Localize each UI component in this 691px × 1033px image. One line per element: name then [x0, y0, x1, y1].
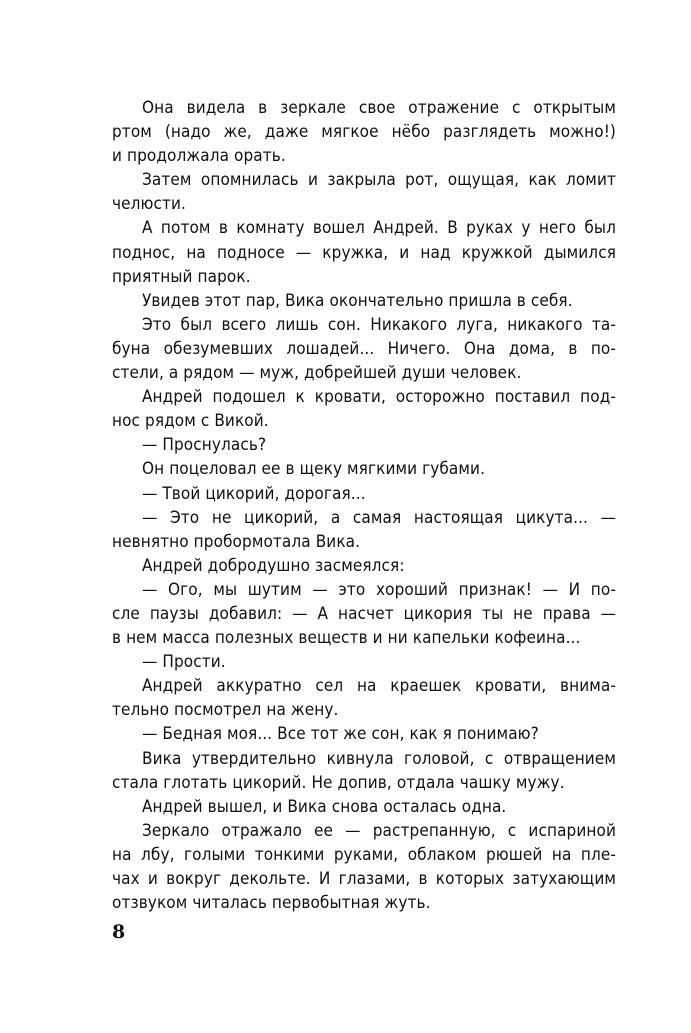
text-line: стели, а рядом — муж, добрейшей души человек.	[112, 363, 522, 384]
text-line: — Это не цикорий, а самая настоящая цикута... —	[142, 507, 616, 528]
text-line: — Твой цикорий, дорогая...	[142, 483, 366, 504]
text-line: — Прости.	[142, 652, 226, 673]
text-line: поднос, на подносе — кружка, и над кружкой дымился	[112, 242, 616, 263]
text-line: чах и вокруг декольте. И глазами, в которых затухающим	[112, 869, 616, 889]
text-line: Андрей подошел к кровати, осторожно поставил под-	[142, 387, 616, 408]
text-line: сле паузы добавил: — А насчет цикория ты не права —	[112, 603, 616, 624]
text-line: Зеркало отражало ее — растрепанную, с испариной	[142, 820, 616, 841]
text-line: Вика утвердительно кивнула головой, с отвращением	[142, 748, 616, 769]
text-line: буна обезумевших лошадей... Ничего. Она дома, в по-	[112, 338, 616, 359]
text-line: в нем масса полезных веществ и ни капельки кофеина...	[112, 628, 581, 649]
text-line: отзвуком читалась первобытная жуть.	[112, 893, 431, 914]
text-line: Андрей добродушно засмеялся:	[142, 555, 405, 576]
text-line: А потом в комнату вошел Андрей. В руках у него был	[142, 218, 616, 239]
text-line: Андрей аккуратно сел на краешек кровати, внима-	[142, 676, 616, 697]
text-line: — Проснулась?	[142, 435, 267, 456]
text-line: Увидев этот пар, Вика окончательно пришла в себя.	[142, 290, 573, 311]
text-line: нос рядом с Викой.	[112, 411, 269, 432]
text-line: ртом (надо же, даже мягкое нёбо разглядеть можно!)	[112, 122, 616, 143]
text-line: приятный парок.	[112, 266, 251, 287]
text-line: челюсти.	[112, 194, 187, 215]
text-line: Затем опомнилась и закрыла рот, ощущая, как ломит	[142, 170, 616, 191]
text-line: — Ого, мы шутим — это хороший признак! — И по-	[142, 579, 616, 600]
text-line: и продолжала орать.	[112, 146, 286, 167]
text-line: невнятно пробормотала Вика.	[112, 531, 361, 552]
page-number: 8	[112, 921, 126, 943]
text-line: Андрей вышел, и Вика снова осталась одна.	[142, 796, 507, 817]
text-line: стала глотать цикорий. Не допив, отдала чашку мужу.	[112, 772, 565, 793]
text-line: Она видела в зеркале свое отражение с открытым	[142, 98, 616, 118]
text-line: тельно посмотрел на жену.	[112, 700, 339, 721]
text-line: Он поцеловал ее в щеку мягкими губами.	[142, 459, 486, 480]
text-line: — Бедная моя... Все тот же сон, как я понимаю?	[142, 724, 539, 745]
text-line: на лбу, голыми тонкими руками, облаком рюшей на пле-	[112, 844, 616, 865]
text-line: Это был всего лишь сон. Никакого луга, никакого та-	[142, 314, 616, 335]
page-text-block	[112, 96, 616, 915]
